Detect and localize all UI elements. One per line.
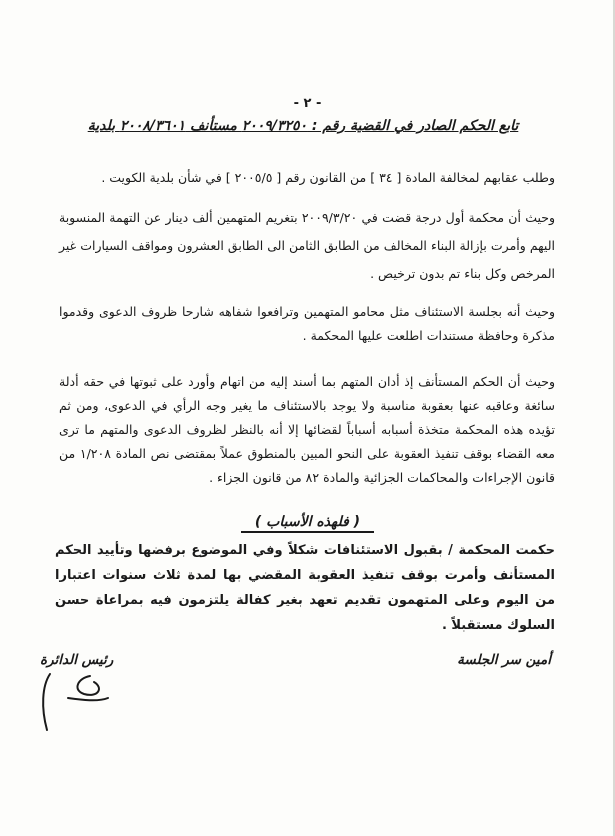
- paragraph-charges: وطلب عقابهم لمخالفة المادة [ ٣٤ ] من القانون رقم [ ٢٠٠٥/٥ ] في شأن بلدية الكويت .: [101, 170, 555, 185]
- verdict-text: حكمت المحكمة / بقبول الاستئنافات شكلاً وفي الموضوع برفضها وتأييد الحكم المستأنف وأمرت بوقف تنفيذ العقوبة المقضي بها لمدة ثلاث سنوات اعتبارا من اليوم وعلى المتهمون تقديم تعهد بغير كفالة يلتزمون فيه بمراعاة حسن السلوك مستقبلاً .: [55, 543, 555, 633]
- signature-stroke-right: [68, 676, 108, 700]
- paragraph-reasoning: وحيث أن الحكم المستأنف إذ أدان المتهم بما أسند إليه من اتهام وأورد على ثبوتها في حقه أدلة سائغة وعاقبه عنها بعقوبة مناسبة ولا يوجد بالاستئناف ما يغير وجه الرأي في الدعوى، ومن ثم تؤيده هذه المحكمة متخذة أسبابه أسباباً لقضائها إلا أنه بالنظر لظروف الدعوى والمتهم ما ترى معه القضاء بوقف تنفيذ العقوبة على النحو المبين بالمنطوق عملاً بمقتضى نص المادة ١/٢٠٨ من قانون الإجراءات والمحاكمات الجزائية والمادة ٨٢ من قانون الجزاء .: [59, 374, 555, 485]
- paragraph-appeal-session: وحيث أنه بجلسة الاستئناف مثل محامو المتهمين وترافعوا شفاهه شارحا ظروف الدعوى وقدموا مذكرة وحافظة مستندات اطلعت عليها المحكمة .: [59, 304, 555, 343]
- reasons-title-text: ( فلهذه الأسباب ): [241, 514, 374, 533]
- paragraph-first-instance: وحيث أن محكمة أول درجة قضت في ٢٠٠٩/٣/٢٠ بتغريم المتهمين ألف دينار عن التهمة المنسوبة اليهم وأمرت بإزالة البناء المخالف من الطابق الثامن الى الطابق العشرون ومواقف السيارات غير المرخص وكل بناء تم بدون ترخيص .: [59, 210, 556, 281]
- page-number: - ٢ -: [293, 96, 322, 111]
- signature-stroke-left: [43, 674, 50, 730]
- signature-secretary-label: أمين سر الجلسة: [457, 652, 551, 668]
- handwritten-signature: [38, 668, 118, 734]
- reasons-title: [0, 514, 615, 533]
- case-header: تابع الحكم الصادر في القضية رقم : ٢٠٠٩/٣٢٥٠ مستأنف ٢٠٠٨/٣٦٠١ بلدية: [87, 118, 519, 134]
- signature-head-label: رئيس الدائرة: [40, 652, 114, 668]
